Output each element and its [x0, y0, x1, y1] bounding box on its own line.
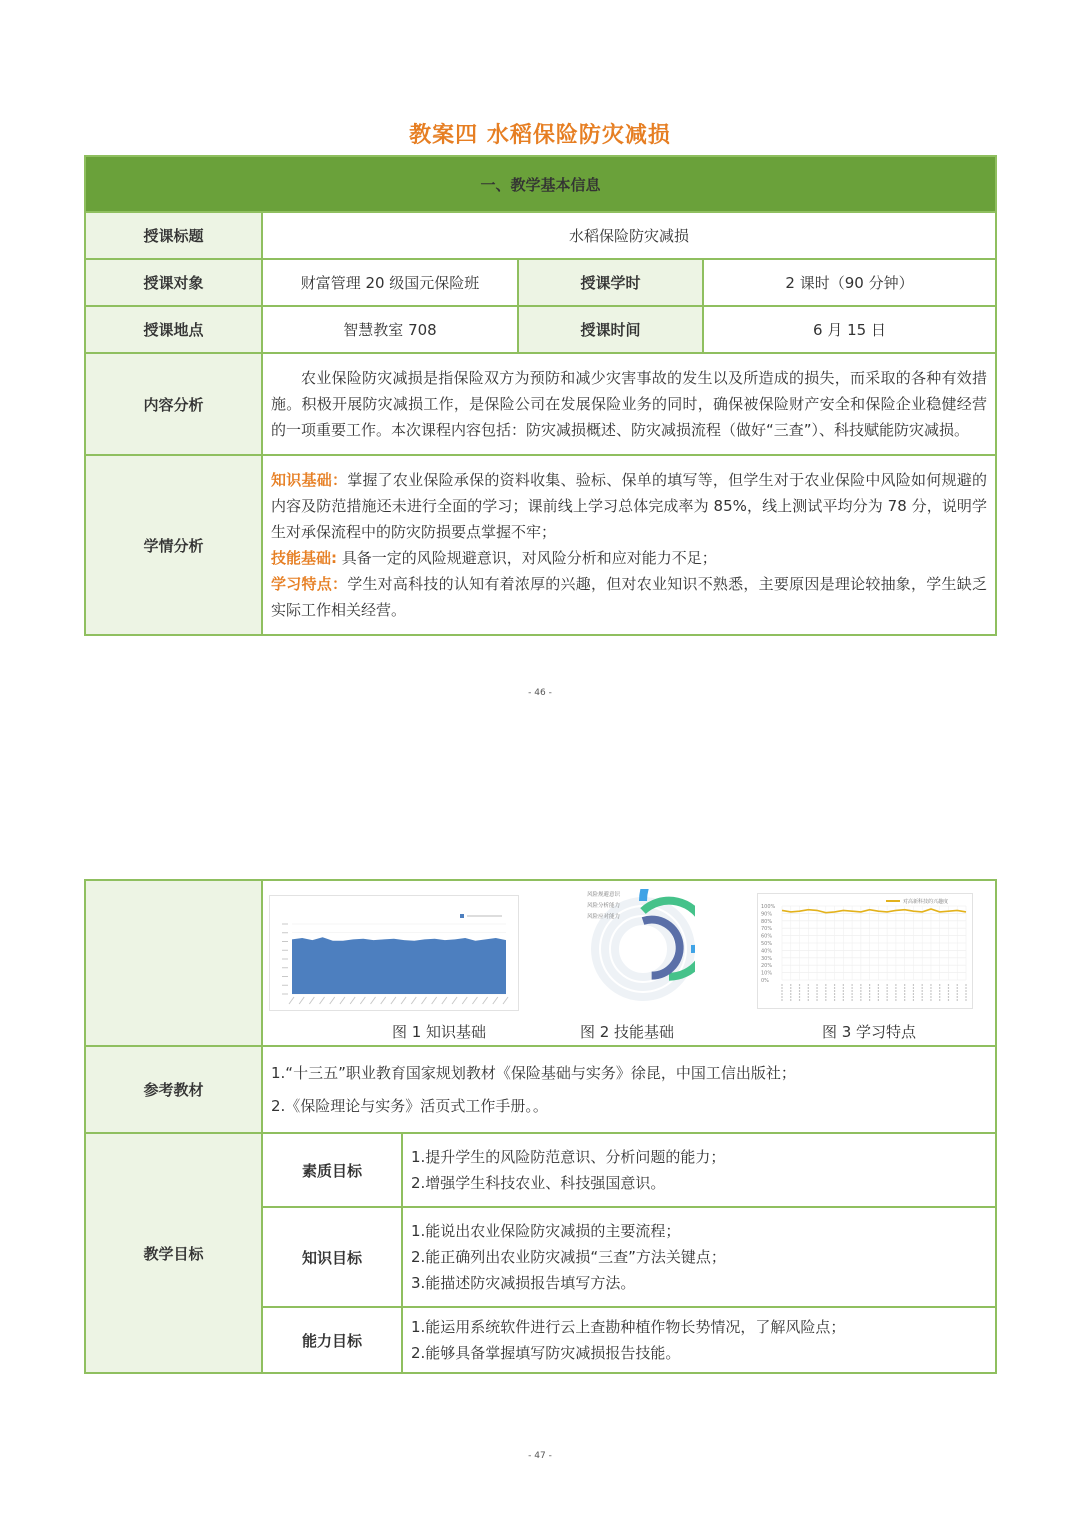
x-tick — [421, 997, 426, 1004]
x-tick — [391, 997, 396, 1004]
content-analysis-text: 农业保险防灾减损是指保险双方为预防和减少灾害事故的发生以及所造成的损失，而采取的各种有效措施。积极开展防灾减损工作，是保险公司在发展保险业务的同时，确保被保险财产安全和保险企业稳健经营的一项重要工作。本次课程内容包括：防灾减损概述、防灾减损流程（做好“三查”）、科技赋能防灾减损。 — [262, 353, 996, 455]
radial-bar-chart — [583, 889, 695, 1001]
audience-label: 授课对象 — [85, 259, 262, 306]
page-number-47: - 47 - — [528, 1451, 552, 1461]
ability-goal-items — [402, 1307, 996, 1373]
x-tick — [472, 997, 477, 1004]
learning-trait-text: 学生对高科技的认知有着浓厚的兴趣，但对农业知识不熟悉，主要原因是理论较抽象，学生缺乏实际工作相关经营。 — [271, 575, 987, 619]
x-tick — [503, 997, 508, 1004]
references-list — [262, 1046, 996, 1133]
x-tick — [452, 997, 457, 1004]
goal-item: 1.提升学生的风险防范意识、分析问题的能力； — [411, 1148, 726, 1166]
quality-goal-items — [402, 1133, 996, 1207]
knowledge-base-text: 掌握了农业保险承保的资料收集、验标、保单的填写等，但学生对于农业保险中风险如何规避的内容及防范措施还未进行全面的学习；课前线上学习总体完成率为 85%，线上测试平均分为 78 分，说明学生对承保流程中的防灾防损要点掌握不牢； — [271, 471, 988, 541]
reference-item: 1.“十三五”职业教育国家规划教材《保险基础与实务》徐昆，中国工信出版社； — [271, 1063, 796, 1082]
figure-3-trait-chart — [757, 893, 973, 1009]
y-tick-label: 90% — [761, 911, 773, 918]
figures-label-cell — [85, 880, 262, 1046]
figure-2-skill-chart — [583, 889, 695, 1001]
x-tick — [483, 997, 488, 1004]
x-tick — [493, 997, 498, 1004]
skill-base-text: 具备一定的风险规避意识，对风险分析和应对能力不足； — [337, 549, 717, 567]
ability-goal-label: 能力目标 — [262, 1307, 402, 1373]
goal-item: 2.增强学生科技农业、科技强国意识。 — [411, 1174, 666, 1192]
student-analysis — [262, 455, 996, 635]
location-value: 智慧教室 708 — [262, 306, 518, 353]
learning-trait-label: 学习特点： — [271, 575, 348, 593]
x-tick — [309, 997, 314, 1004]
goals-label: 教学目标 — [85, 1133, 262, 1373]
figure-1-knowledge-chart — [269, 895, 519, 1011]
x-tick — [381, 997, 386, 1004]
y-tick-label: 10% — [761, 970, 773, 977]
topic-value: 水稻保险防灾减损 — [262, 212, 996, 259]
knowledge-goal-items — [402, 1207, 996, 1307]
location-label: 授课地点 — [85, 306, 262, 353]
x-tick — [299, 997, 304, 1004]
skill-base-label: 技能基础: — [271, 549, 337, 567]
area-chart — [270, 896, 518, 1010]
reference-item: 2.《保险理论与实务》活页式工作手册。。 — [271, 1096, 548, 1115]
goal-item: 3.能描述防灾减损报告填写方法。 — [411, 1274, 636, 1292]
y-tick-label: 20% — [761, 963, 773, 970]
page-number-46: - 46 - — [528, 688, 552, 698]
basic-info-table — [84, 155, 997, 636]
knowledge-base-label: 知识基础： — [271, 471, 348, 489]
quality-goal-label: 素质目标 — [262, 1133, 402, 1207]
x-tick — [432, 997, 437, 1004]
ring-label: 风险分析能力 — [587, 903, 621, 909]
line-series — [782, 909, 966, 913]
ring-label: 风险规避意识 — [587, 892, 621, 898]
student-label: 学情分析 — [85, 455, 262, 635]
y-tick-label: 60% — [761, 933, 773, 940]
x-tick — [462, 997, 467, 1004]
y-tick-label: 40% — [761, 948, 773, 955]
y-tick-label: 50% — [761, 941, 773, 947]
goal-item: 2.能够具备掌握填写防灾减损报告技能。 — [411, 1344, 681, 1362]
hours-value: 2 课时（90 分钟） — [703, 259, 996, 306]
y-tick-label: 80% — [761, 918, 773, 925]
area-series — [292, 937, 506, 994]
x-tick — [330, 997, 335, 1004]
figure-2-caption: 图 2 技能基础 — [579, 1023, 675, 1041]
y-tick-label: 70% — [761, 926, 773, 933]
knowledge-goal-label: 知识目标 — [262, 1207, 402, 1307]
document-title: 教案四 水稻保险防灾减损 — [409, 123, 671, 148]
time-value: 6 月 15 日 — [703, 306, 996, 353]
figure-3-caption: 图 3 学习特点 — [821, 1023, 917, 1041]
audience-value: 财富管理 20 级国元保险班 — [262, 259, 518, 306]
ring-track — [615, 921, 671, 977]
ring-label: 风险应对能力 — [587, 914, 621, 920]
content-label: 内容分析 — [85, 353, 262, 455]
figure-1-caption: 图 1 知识基础 — [391, 1023, 487, 1041]
legend-label: 对高新科技的兴趣度 — [903, 899, 949, 905]
hours-label: 授课学时 — [518, 259, 703, 306]
x-tick — [360, 997, 365, 1004]
goal-item: 2.能正确列出农业防灾减损“三查”方法关键点； — [411, 1248, 726, 1266]
line-chart — [758, 894, 972, 1008]
x-tick — [371, 997, 376, 1004]
goal-item: 1.能说出农业保险防灾减损的主要流程； — [411, 1222, 681, 1240]
x-tick — [320, 997, 325, 1004]
x-tick — [401, 997, 406, 1004]
section-heading: 一、教学基本信息 — [85, 156, 996, 212]
legend-swatch — [460, 914, 464, 918]
x-tick — [350, 997, 355, 1004]
references-label: 参考教材 — [85, 1046, 262, 1133]
x-tick — [442, 997, 447, 1004]
goal-item: 1.能运用系统软件进行云上查勘种植作物长势情况，了解风险点； — [411, 1318, 846, 1336]
y-tick-label: 0% — [761, 978, 769, 984]
topic-label: 授课标题 — [85, 212, 262, 259]
figures-cell — [262, 880, 996, 1046]
x-tick — [289, 997, 294, 1004]
x-tick — [340, 997, 345, 1004]
time-label: 授课时间 — [518, 306, 703, 353]
x-tick — [411, 997, 416, 1004]
y-tick-label: 30% — [761, 955, 773, 962]
goals-table — [84, 879, 997, 1374]
y-tick-label: 100% — [761, 904, 776, 910]
